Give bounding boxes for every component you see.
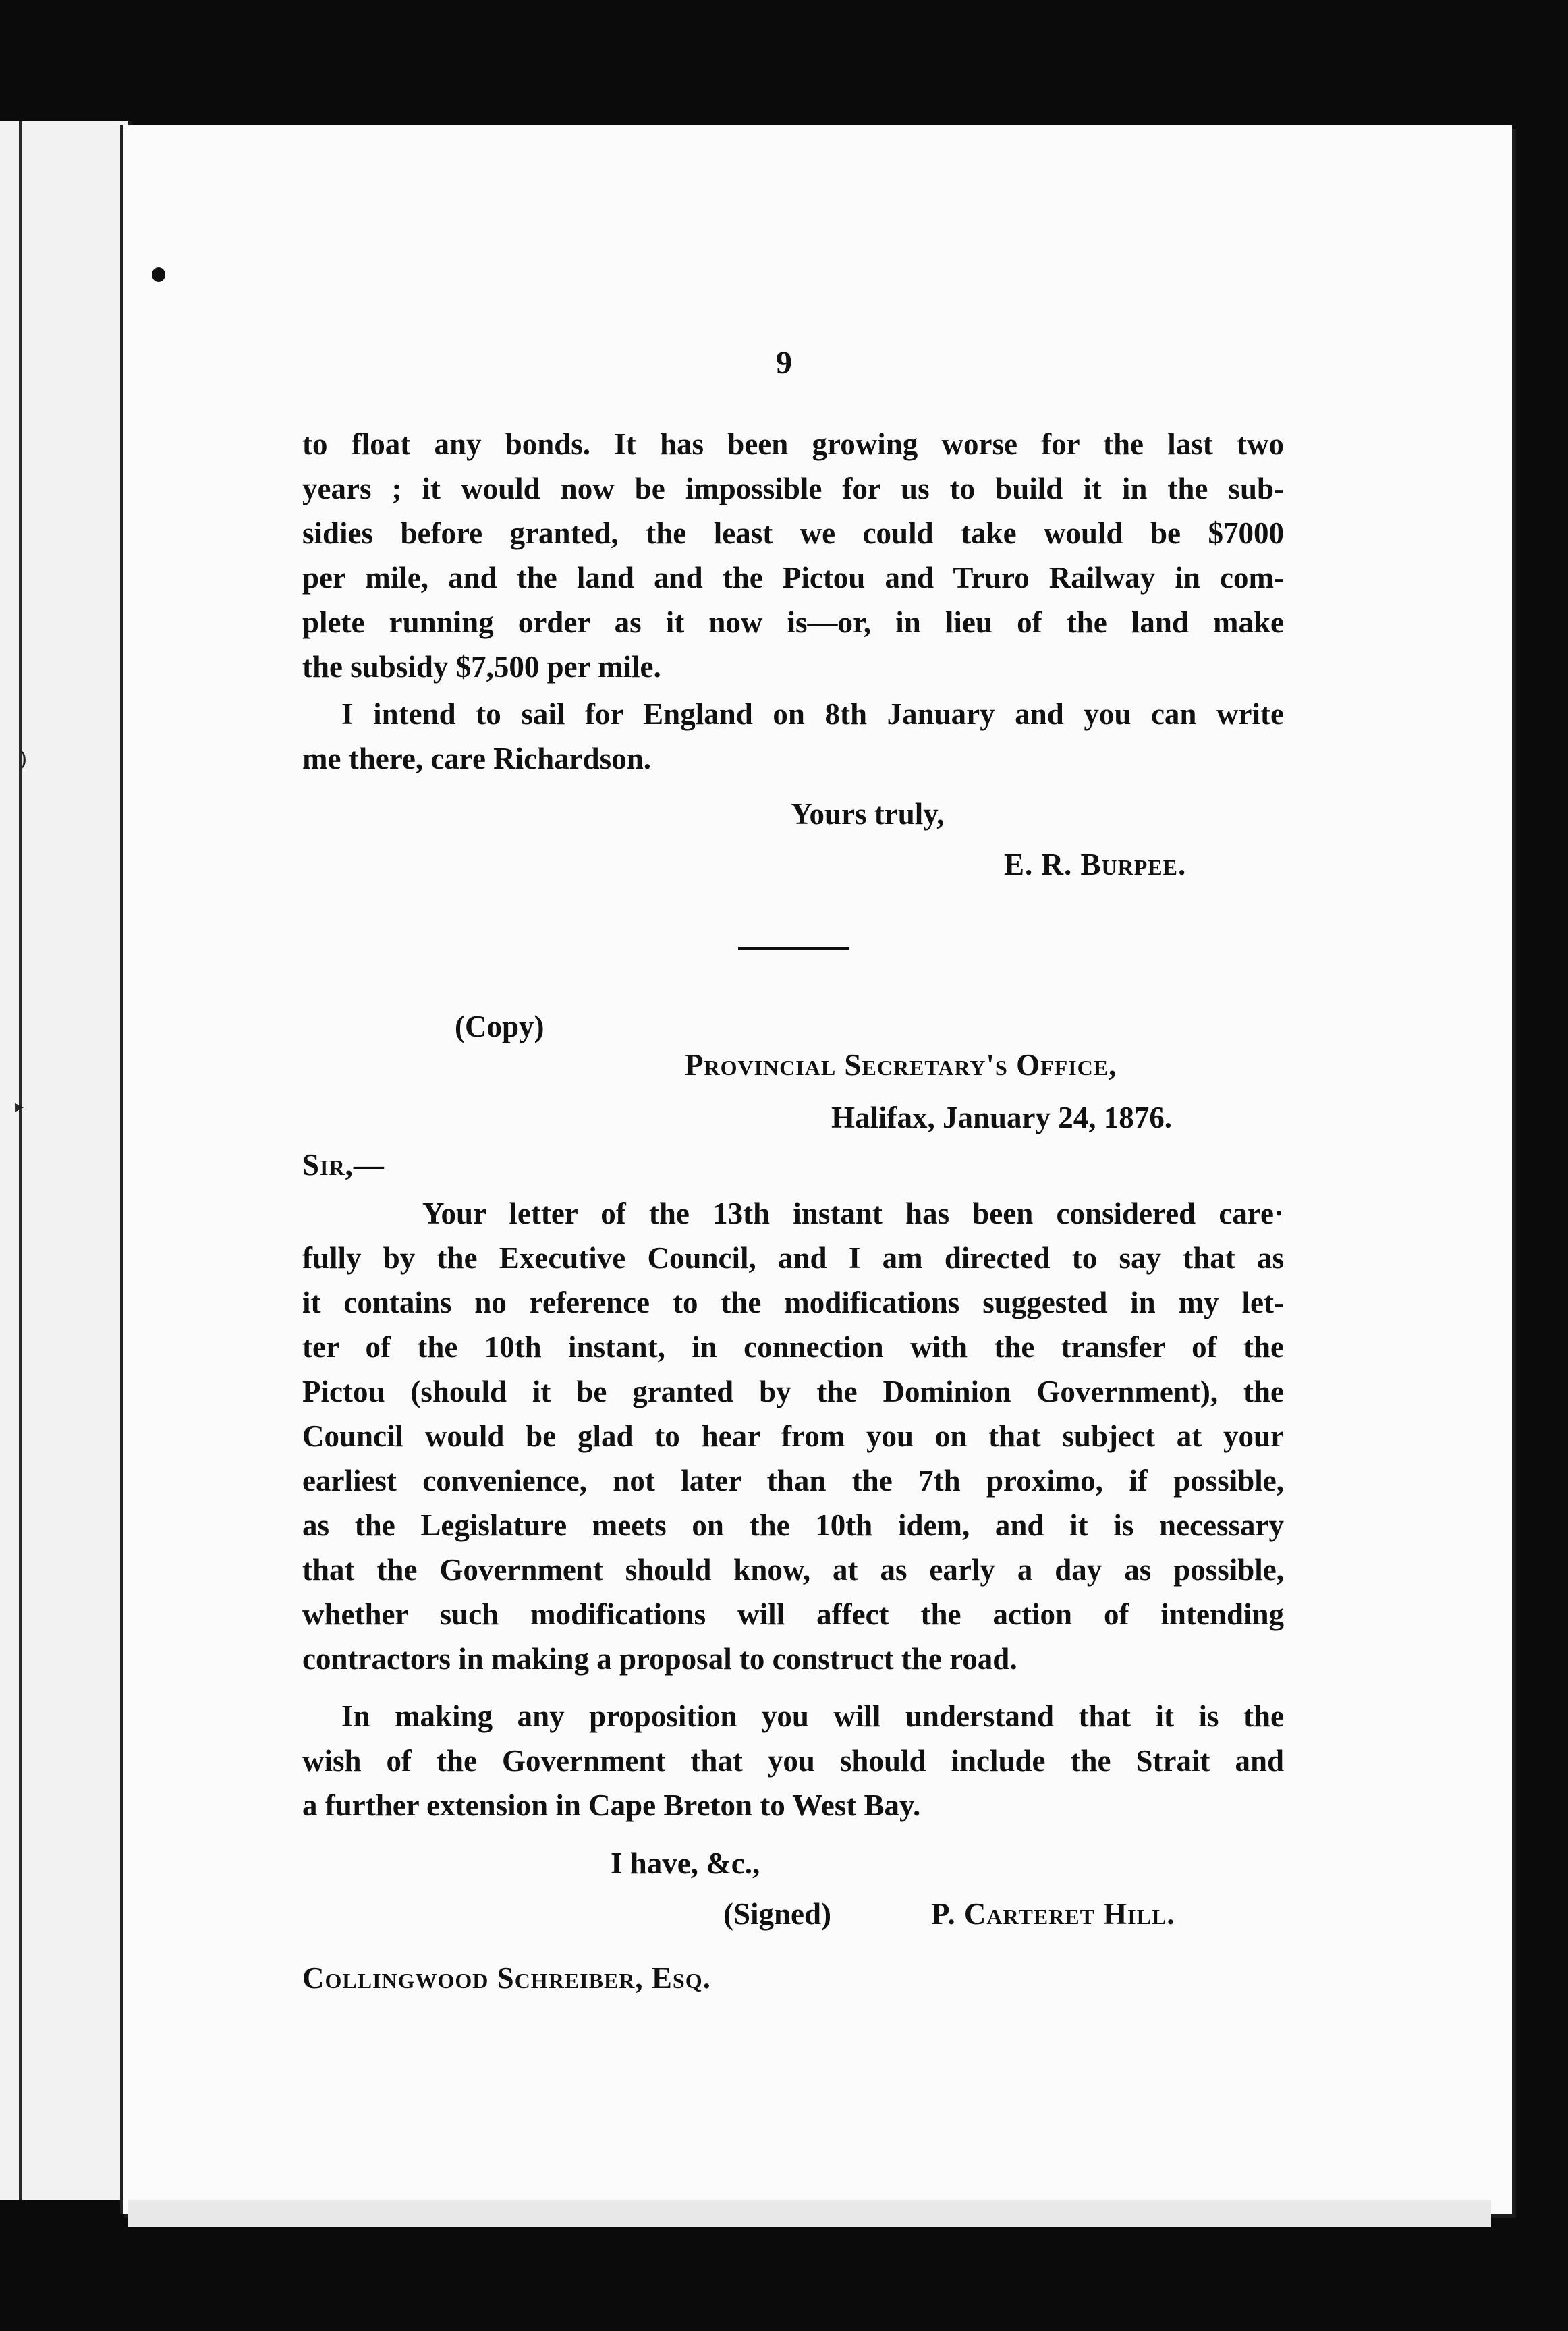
- addressee: Collingwood Schreiber, Esq.: [302, 1961, 711, 1995]
- text-line: ter of the 10th instant, in connection with the transfer of the: [302, 1330, 1284, 1364]
- text-line: me there, care Richardson.: [302, 742, 651, 775]
- text-line: plete running order as it now is—or, in lieu of the land make: [302, 605, 1284, 639]
- paragraph-1: [302, 422, 1284, 689]
- text-line: fully by the Executive Council, and I am directed to say that as: [302, 1241, 1284, 1275]
- signature-burpee: E. R. Burpee.: [1004, 848, 1187, 881]
- text-line: a further extension in Cape Breton to West Bay.: [302, 1788, 921, 1822]
- text-line: contractors in making a proposal to construct the road.: [302, 1642, 1017, 1676]
- office-heading: Provincial Secretary's Office,: [685, 1048, 1117, 1082]
- text-line: sidies before granted, the least we could take would be $7000: [302, 516, 1284, 550]
- text-line: to float any bonds. It has been growing worse for the last two: [302, 427, 1284, 461]
- text-line: years ; it would now be impossible for us to build it in the sub-: [302, 472, 1284, 505]
- text-line: Your letter of the 13th instant has been considered care·: [422, 1197, 1284, 1230]
- text-line: it contains no reference to the modifications suggested in my let-: [302, 1286, 1284, 1319]
- text-line: per mile, and the land and the Pictou and Truro Railway in com-: [302, 561, 1284, 595]
- signature-hill: P. Carteret Hill.: [931, 1897, 1175, 1931]
- text-line: the subsidy $7,500 per mile.: [302, 650, 661, 684]
- text-line: In making any proposition you will understand that it is the: [341, 1699, 1284, 1733]
- text-line: Pictou (should it be granted by the Dominion Government), the: [302, 1375, 1284, 1408]
- section-divider: [738, 947, 849, 950]
- text-line: wish of the Government that you should include the Strait and: [302, 1744, 1284, 1778]
- margin-dot: [152, 267, 165, 282]
- text-line: earliest convenience, not later than the 7th proximo, if possible,: [302, 1464, 1284, 1498]
- text-line: Council would be glad to hear from you on that subject at your: [302, 1419, 1284, 1453]
- closing-i-have: I have, &c.,: [611, 1846, 760, 1880]
- margin-mark: ▸: [15, 1097, 24, 1116]
- signed-label: (Signed): [723, 1897, 832, 1931]
- paragraph-2: [302, 692, 1284, 781]
- paragraph-4: [302, 1694, 1284, 1828]
- text-line: I intend to sail for England on 8th January and you can write: [341, 697, 1284, 731]
- text-line: that the Government should know, at as early a day as possible,: [302, 1553, 1284, 1587]
- page-number: 9: [776, 345, 792, 381]
- place-date: Halifax, January 24, 1876.: [831, 1101, 1173, 1134]
- closing-yours-truly: Yours truly,: [791, 797, 945, 831]
- left-facing-page-edge: [0, 121, 132, 2200]
- page-edge-line: [19, 121, 22, 2200]
- text-line: whether such modifications will affect the action of intending: [302, 1597, 1284, 1631]
- copy-label: (Copy): [455, 1010, 544, 1043]
- text-line: as the Legislature meets on the 10th idem, and it is necessary: [302, 1508, 1284, 1542]
- margin-mark: ): [19, 746, 27, 771]
- salutation: Sir,—: [302, 1148, 385, 1182]
- page-bottom-edge: [128, 2200, 1491, 2227]
- paragraph-3: [302, 1191, 1284, 1681]
